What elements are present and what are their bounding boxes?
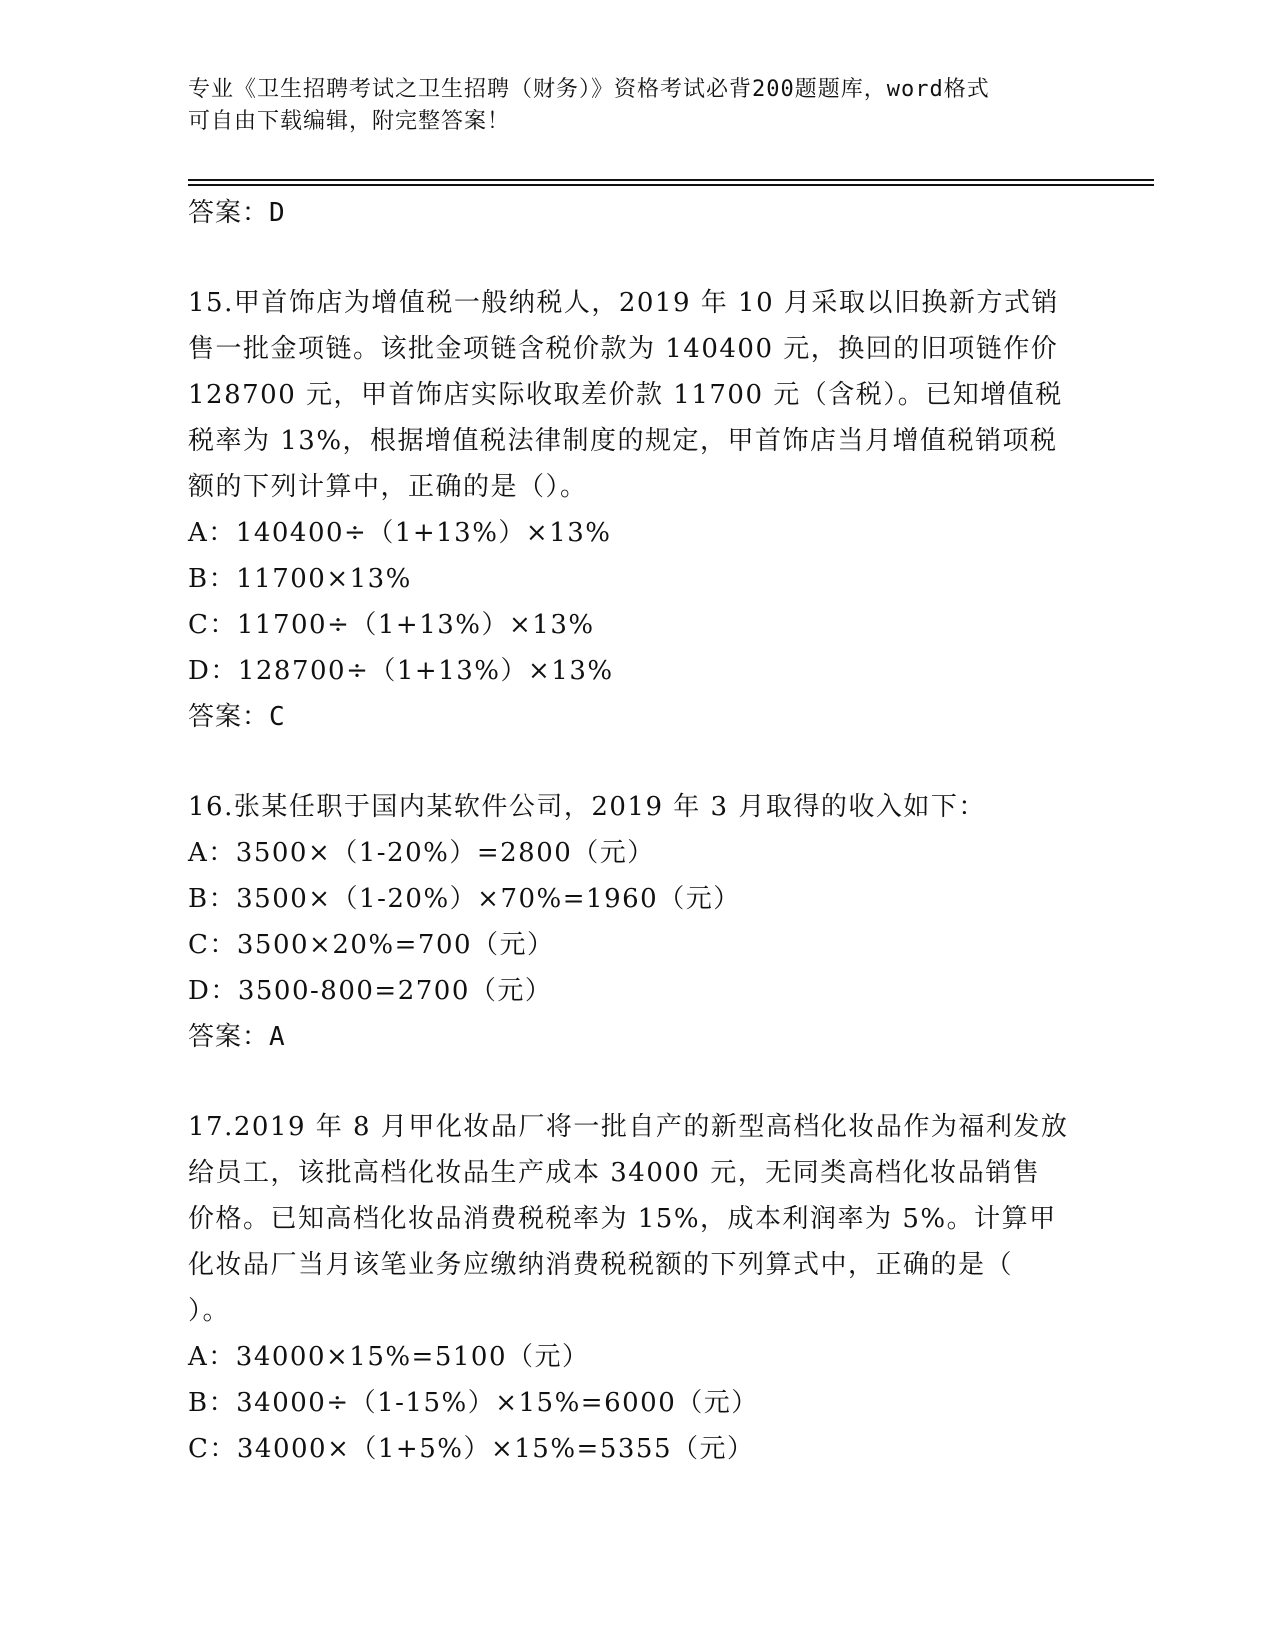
header-title-line-1: 专业《卫生招聘考试之卫生招聘（财务）》资格考试必背200题题库，word格式 — [188, 77, 990, 102]
header-rule-top — [188, 179, 1154, 181]
question-stem-line: 16.张某任职于国内某软件公司，2019 年 3 月取得的收入如下： — [188, 792, 986, 822]
previous-answer: 答案：D — [188, 198, 286, 228]
question-stem-line: ）。 — [188, 1296, 231, 1326]
option-d: D：3500-800=2700（元） — [188, 976, 553, 1006]
question-17 — [188, 1104, 1088, 1472]
option-c: C：34000×（1+5%）×15%=5355（元） — [188, 1434, 755, 1464]
option-d: D：128700÷（1+13%）×13% — [188, 656, 614, 686]
question-stem-line: 化妆品厂当月该笔业务应缴纳消费税税额的下列算式中，正确的是（ — [188, 1250, 1014, 1280]
question-stem-line: 税率为 13%，根据增值税法律制度的规定，甲首饰店当月增值税销项税 — [188, 426, 1058, 456]
option-a: A：140400÷（1+13%）×13% — [188, 518, 612, 548]
answer: 答案：A — [188, 1022, 286, 1052]
question-stem-line: 128700 元，甲首饰店实际收取差价款 11700 元（含税）。已知增值税 — [188, 380, 1063, 410]
question-16 — [188, 784, 1088, 1060]
question-content — [188, 190, 1088, 1472]
option-a: A：34000×15%=5100（元） — [188, 1342, 590, 1372]
header-rule-bottom — [188, 184, 1154, 186]
question-stem-line: 给员工，该批高档化妆品生产成本 34000 元，无同类高档化妆品销售 — [188, 1158, 1041, 1188]
option-c: C：3500×20%=700（元） — [188, 930, 555, 960]
option-b: B：11700×13% — [188, 564, 412, 594]
question-stem-line: 17.2019 年 8 月甲化妆品厂将一批自产的新型高档化妆品作为福利发放 — [188, 1112, 1069, 1142]
option-b: B：3500×（1-20%）×70%=1960（元） — [188, 884, 741, 914]
question-stem-line: 额的下列计算中，正确的是（）。 — [188, 472, 588, 502]
document-header — [188, 74, 1068, 138]
spacer — [188, 740, 1088, 784]
question-stem-line: 15.甲首饰店为增值税一般纳税人，2019 年 10 月采取以旧换新方式销 — [188, 288, 1059, 318]
question-15 — [188, 280, 1088, 740]
question-stem-line: 价格。已知高档化妆品消费税税率为 15%，成本利润率为 5%。计算甲 — [188, 1204, 1057, 1234]
option-b: B：34000÷（1-15%）×15%=6000（元） — [188, 1388, 759, 1418]
question-stem-line: 售一批金项链。该批金项链含税价款为 140400 元，换回的旧项链作价 — [188, 334, 1059, 364]
option-a: A：3500×（1-20%）=2800（元） — [188, 838, 655, 868]
spacer — [188, 1060, 1088, 1104]
spacer — [188, 236, 1088, 280]
option-c: C：11700÷（1+13%）×13% — [188, 610, 595, 640]
header-title-line-2: 可自由下载编辑，附完整答案！ — [188, 109, 511, 134]
answer: 答案：C — [188, 702, 286, 732]
